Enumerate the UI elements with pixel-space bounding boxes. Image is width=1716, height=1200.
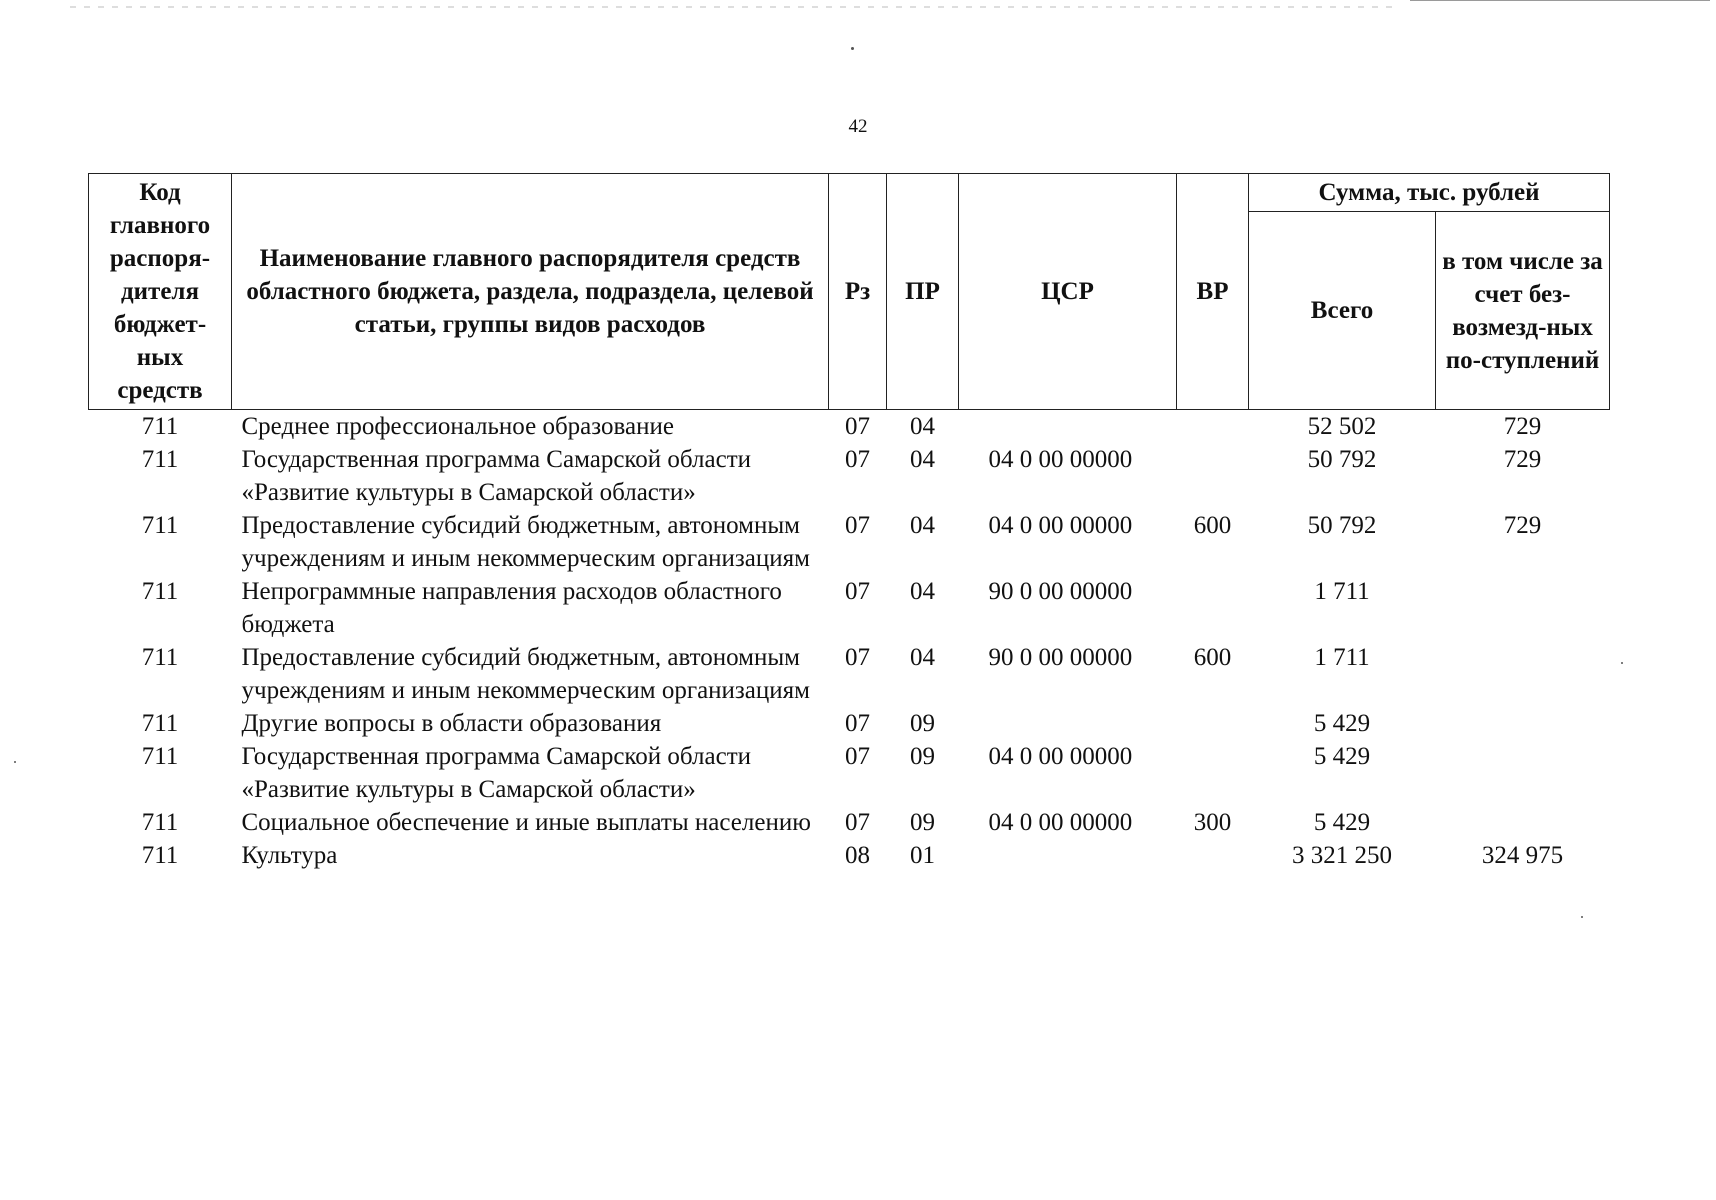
cell-pr: 04 xyxy=(910,512,935,539)
header-csr: ЦСР xyxy=(959,174,1177,410)
cell-total: 1 711 xyxy=(1314,578,1370,605)
cell-free: 324 975 xyxy=(1481,842,1564,869)
budget-table-container xyxy=(88,173,1610,872)
cell-code: 711 xyxy=(141,809,179,836)
cell-name: Государственная программа Самарской области «Развитие культуры в Самарской области» xyxy=(241,446,751,506)
cell-total: 1 711 xyxy=(1314,644,1370,671)
table-header xyxy=(89,174,1610,410)
header-sum-group: Сумма, тыс. рублей xyxy=(1249,174,1610,212)
cell-free xyxy=(1436,806,1610,839)
cell-rz: 07 xyxy=(845,446,870,473)
scan-dot xyxy=(1621,662,1623,664)
cell-vr xyxy=(1177,839,1249,872)
header-pr: ПР xyxy=(887,174,959,410)
cell-name: Предоставление субсидий бюджетным, автономным учреждениям и иным некоммерческим организациям xyxy=(241,512,810,572)
scan-edge-rule xyxy=(1410,0,1710,1)
cell-rz: 07 xyxy=(845,512,870,539)
cell-pr: 04 xyxy=(910,446,935,473)
cell-pr: 04 xyxy=(910,644,935,671)
cell-vr xyxy=(1177,575,1249,641)
cell-rz: 07 xyxy=(845,710,870,737)
cell-code: 711 xyxy=(141,578,179,605)
cell-code: 711 xyxy=(141,743,179,770)
table-row xyxy=(89,740,1610,806)
cell-total: 5 429 xyxy=(1313,809,1371,836)
cell-vr: 600 xyxy=(1193,644,1232,671)
cell-name: Другие вопросы в области образования xyxy=(241,710,662,737)
cell-vr: 600 xyxy=(1193,512,1232,539)
cell-name: Среднее профессиональное образование xyxy=(241,413,674,440)
header-vr: ВР xyxy=(1177,174,1249,410)
table-row xyxy=(89,839,1610,872)
cell-vr xyxy=(1177,707,1249,740)
cell-free: 729 xyxy=(1503,413,1542,440)
cell-vr xyxy=(1177,410,1249,444)
cell-pr: 01 xyxy=(910,842,935,869)
cell-free: 729 xyxy=(1503,446,1542,473)
cell-code: 711 xyxy=(141,446,179,473)
scan-dot xyxy=(14,761,16,763)
header-free: в том числе за счет без-возмезд-ных по-ступлений xyxy=(1436,212,1610,410)
cell-name: Культура xyxy=(241,842,338,869)
cell-csr: 90 0 00 00000 xyxy=(988,644,1133,671)
table-row xyxy=(89,575,1610,641)
cell-pr: 09 xyxy=(910,809,935,836)
cell-rz: 07 xyxy=(845,743,870,770)
cell-pr: 04 xyxy=(910,578,935,605)
cell-rz: 07 xyxy=(845,809,870,836)
cell-vr xyxy=(1177,740,1249,806)
cell-name: Социальное обеспечение и иные выплаты населению xyxy=(241,809,811,836)
cell-rz: 07 xyxy=(845,644,870,671)
cell-name: Непрограммные направления расходов областного бюджета xyxy=(241,578,782,638)
cell-total: 52 502 xyxy=(1307,413,1377,440)
page-number: 42 xyxy=(848,116,868,137)
cell-total: 5 429 xyxy=(1313,743,1371,770)
table-body xyxy=(89,410,1610,873)
table-row xyxy=(89,707,1610,740)
cell-vr: 300 xyxy=(1193,809,1232,836)
cell-code: 711 xyxy=(141,512,179,539)
cell-pr: 09 xyxy=(910,710,935,737)
cell-csr: 04 0 00 00000 xyxy=(988,743,1133,770)
cell-csr xyxy=(959,707,1177,740)
cell-rz: 07 xyxy=(845,413,870,440)
cell-name: Государственная программа Самарской области «Развитие культуры в Самарской области» xyxy=(241,743,751,803)
cell-code: 711 xyxy=(141,413,179,440)
table-row xyxy=(89,443,1610,509)
cell-free xyxy=(1436,575,1610,641)
cell-code: 711 xyxy=(141,710,179,737)
cell-csr xyxy=(959,410,1177,444)
cell-csr: 90 0 00 00000 xyxy=(988,578,1133,605)
cell-csr xyxy=(959,839,1177,872)
cell-pr: 09 xyxy=(910,743,935,770)
scan-dot xyxy=(851,47,854,50)
cell-vr xyxy=(1177,443,1249,509)
cell-csr: 04 0 00 00000 xyxy=(988,512,1133,539)
cell-csr: 04 0 00 00000 xyxy=(988,446,1133,473)
scan-artifact-line xyxy=(70,6,1400,8)
cell-total: 5 429 xyxy=(1313,710,1371,737)
header-code: Код главного распоря-дителя бюджет-ных средств xyxy=(89,174,232,410)
cell-code: 711 xyxy=(141,644,179,671)
cell-total: 50 792 xyxy=(1307,446,1377,473)
cell-total: 50 792 xyxy=(1307,512,1377,539)
cell-free xyxy=(1436,641,1610,707)
budget-table xyxy=(88,173,1610,872)
cell-name: Предоставление субсидий бюджетным, автономным учреждениям и иным некоммерческим организациям xyxy=(241,644,810,704)
scan-dot xyxy=(1581,916,1583,918)
header-total: Всего xyxy=(1249,212,1436,410)
cell-free: 729 xyxy=(1503,512,1542,539)
cell-csr: 04 0 00 00000 xyxy=(988,809,1133,836)
table-row xyxy=(89,509,1610,575)
header-rz: Рз xyxy=(829,174,887,410)
cell-free xyxy=(1436,707,1610,740)
cell-pr: 04 xyxy=(910,413,935,440)
table-row xyxy=(89,410,1610,444)
header-name: Наименование главного распорядителя средств областного бюджета, раздела, подраздела, целевой статьи, группы видов расходов xyxy=(232,174,829,410)
cell-rz: 08 xyxy=(845,842,870,869)
cell-total: 3 321 250 xyxy=(1292,842,1392,869)
cell-free xyxy=(1436,740,1610,806)
cell-code: 711 xyxy=(141,842,179,869)
table-row xyxy=(89,806,1610,839)
table-row xyxy=(89,641,1610,707)
cell-rz: 07 xyxy=(845,578,870,605)
